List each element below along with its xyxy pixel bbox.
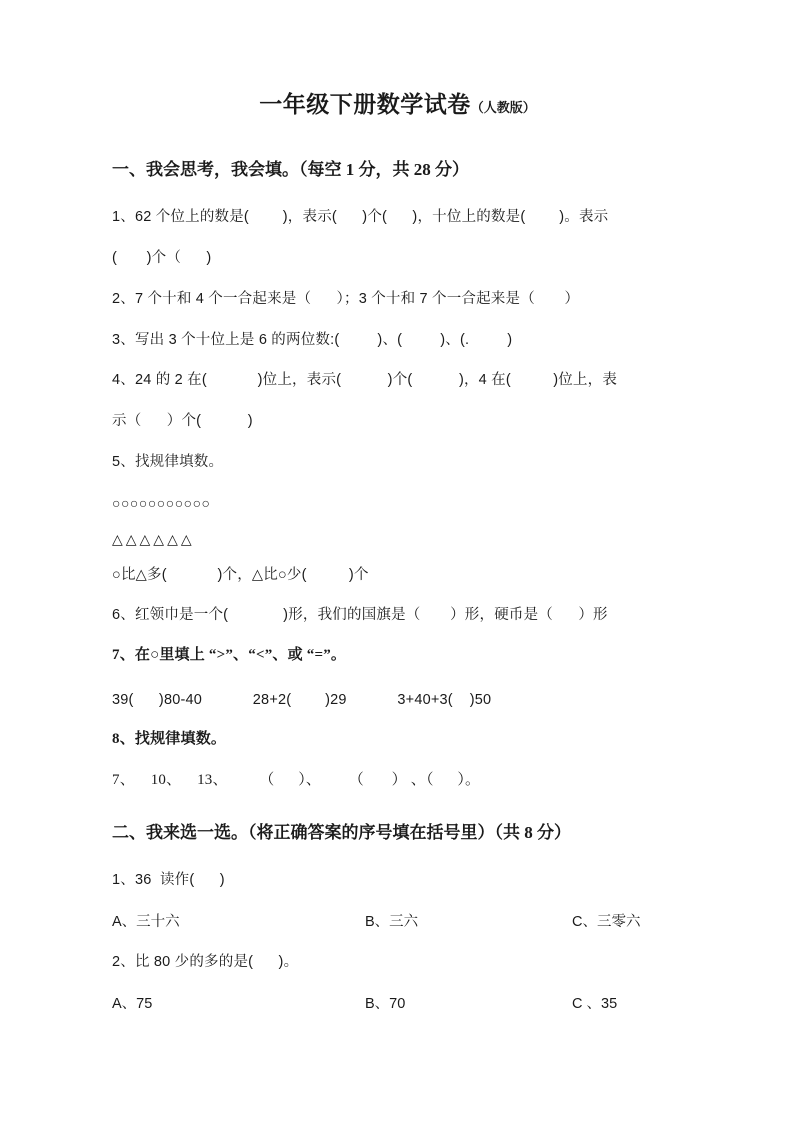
choice-2-option-a[interactable]: A、75 — [112, 995, 153, 1012]
question-6: 6、红领巾是一个( )形，我们的国旗是（ ）形，硬币是（ ）形 — [112, 607, 608, 623]
circle-row: ○○○○○○○○○○○ — [112, 494, 211, 511]
question-7-expressions: 39( )80-40 28+2( )29 3+40+3( )50 — [112, 691, 492, 708]
question-3: 3、写出 3 个十位上是 6 的两位数:( )、( )、(. ) — [112, 331, 513, 348]
question-4-line-1: 4、24 的 2 在( )位上，表示( )个( )，4 在( )位上，表 — [112, 372, 618, 388]
section-2-heading: 二、我来选一选。（将正确答案的序号填在括号里）（共 8 分） — [112, 823, 571, 842]
section-1-heading: 一、我会思考，我会填。（每空 1 分，共 28 分） — [112, 160, 469, 179]
question-2: 2、7 个十和 4 个一合起来是（ ）；3 个十和 7 个一合起来是（ ） — [112, 291, 580, 307]
choice-question-2-options — [112, 997, 683, 1012]
choice-2-option-c[interactable]: C 、35 — [572, 995, 618, 1012]
choice-1-option-c[interactable]: C、三零六 — [572, 913, 641, 930]
question-8-sequence: 7、 10、 13、 （ ）、 （ ） 、（ ）。 — [112, 772, 481, 788]
page-title-edition: （人教版） — [470, 100, 536, 115]
page-title-main: 一年级下册数学试卷 — [259, 92, 471, 117]
question-1-line-1: 1、62 个位上的数是( )，表示( )个( )，十位上的数是( )。表示 — [112, 209, 609, 225]
triangle-row: △△△△△△ — [112, 530, 195, 547]
question-5-prompt: 5、找规律填数。 — [112, 454, 224, 470]
question-8-prompt: 8、找规律填数。 — [112, 731, 227, 747]
page-title — [112, 0, 683, 119]
choice-1-option-a[interactable]: A、三十六 — [112, 913, 180, 930]
choice-question-2-stem: 2、比 80 少的多的是( )。 — [112, 954, 299, 970]
choice-2-option-b[interactable]: B、70 — [365, 995, 406, 1012]
choice-question-1-options — [112, 915, 683, 930]
question-5-compare: ○比△多( )个，△比○少( )个 — [112, 566, 369, 583]
question-4-line-2: 示（ ）个( ) — [112, 412, 253, 429]
question-7-prompt: 7、在○里填上 “>”、“<”、或 “=”。 — [112, 646, 347, 663]
choice-1-option-b[interactable]: B、三六 — [365, 913, 419, 930]
question-1-line-2: ( )个（ ) — [112, 249, 212, 266]
choice-question-1-stem: 1、36 读作( ) — [112, 872, 225, 888]
